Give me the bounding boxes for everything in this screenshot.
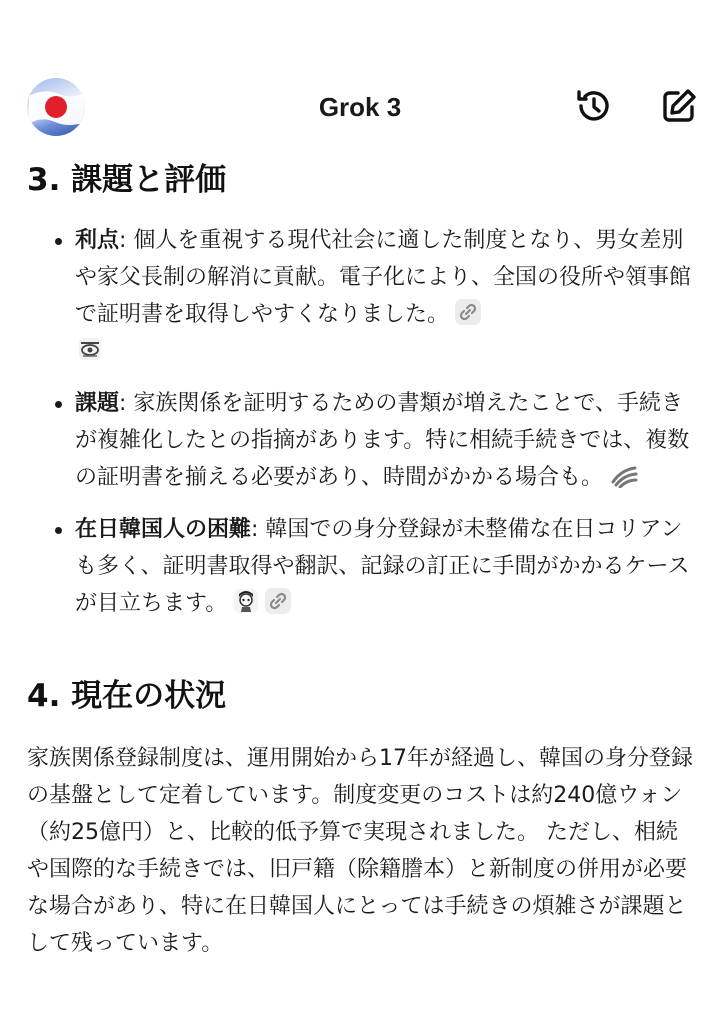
list-item [27,222,695,370]
item-text: : 家族関係を証明するための書類が増えたことで、手続きが複雑化したとの指摘があります。特に相続手続きでは、複数の証明書を揃える必要があり、時間がかかる場合も。 [75,391,690,490]
list-item [27,385,695,496]
list-item [27,511,695,622]
section-heading: 4. 現在の状況 [27,678,227,714]
edit-icon[interactable] [659,86,699,126]
bullet-list [27,222,695,622]
top-bar [0,70,720,146]
item-term: 利点 [75,228,120,253]
item-text: : 韓国での身分登録が未整備な在日コリアンも多く、証明書取得や翻訳、記録の訂正に手間がかかるケースが目立ちます。 [75,517,690,616]
character-avatar-icon[interactable] [233,588,259,614]
response-content [27,150,695,962]
item-term: 課題 [75,391,120,416]
page-title: Grok 3 [318,92,402,122]
eye-logo-icon[interactable] [77,336,103,362]
section-heading: 3. 課題と評価 [27,162,227,198]
link-icon[interactable] [455,299,481,325]
history-icon[interactable] [574,86,614,126]
link-icon[interactable] [265,588,291,614]
item-text: : 個人を重視する現代社会に適した制度となり、男女差別や家父長制の解消に貢献。電子化により、全国の役所や領事館で証明書を取得しやすくなりました。 [75,228,692,327]
section-paragraph: 家族関係登録制度は、運用開始から17年が経過し、韓国の身分登録の基盤として定着しています。制度変更のコストは約240億ウォン（約25億円）と、比較的低予算で実現されました。 ただし、相続や国際的な手続きでは、旧戸籍（除籍謄本）と新制度の併用が必要な場合があり、特に在日韓国人にとっては手続きの煩雑さが課題として残っています。 [27,746,693,956]
item-term: 在日韓国人の困難 [75,517,252,542]
wave-logo-icon[interactable] [609,462,635,488]
